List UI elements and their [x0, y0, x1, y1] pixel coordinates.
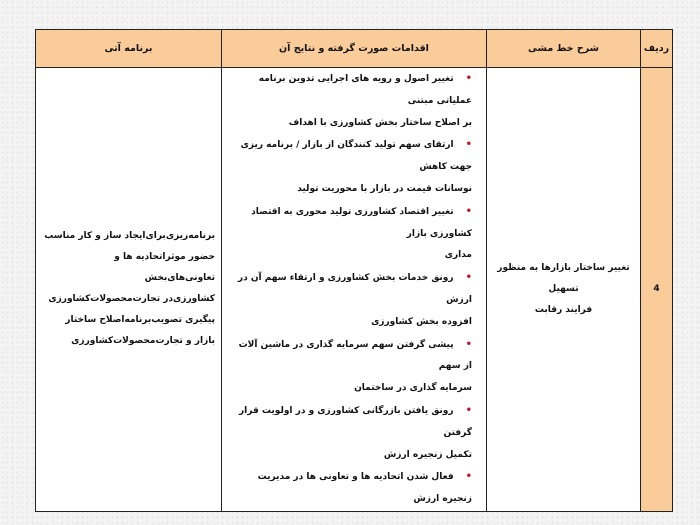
list-item-continuation: تکمیل زنجیره ارزش	[383, 449, 472, 460]
bullet-icon: •	[465, 272, 472, 284]
header-plan: برنامه آتی	[36, 30, 222, 68]
list-item-continuation: بر اصلاح ساختار بخش کشاورزی با اهداف	[288, 117, 472, 128]
actions-list	[230, 68, 472, 511]
plan-line: کشاورزی‌در تجارت‌محصولات‌کشاورزی	[48, 294, 215, 305]
bullet-icon: •	[465, 338, 472, 350]
list-item	[230, 334, 472, 379]
list-item	[230, 400, 472, 445]
list-item-continuation: سرمایه گذاری در ساختمان	[354, 383, 472, 394]
plan-line: برنامه‌ریزی‌برای‌ایجاد ساز و کار مناسب	[44, 231, 215, 242]
action-text: پیشی گرفتن سهم سرمایه گذاری در ماشین آلات از سهم	[238, 339, 472, 372]
list-item	[230, 201, 472, 246]
list-item	[230, 466, 472, 511]
future-plan	[36, 68, 222, 512]
action-text: فعال شدن اتحادیه ها و تعاونی ها در مدیریت زنجیره ارزش	[257, 472, 472, 505]
plan-line: بازار و تجارت‌محصولات‌کشاورزی	[71, 336, 215, 347]
bullet-icon: •	[465, 471, 472, 483]
plan-line: پیگیری تصویب‌برنامه‌اصلاح ساختار	[65, 315, 215, 326]
header-row-number: ردیف	[641, 30, 673, 68]
header-description: شرح خط مشی	[487, 30, 641, 68]
table-row	[36, 68, 673, 512]
description-line: فرایند رقابت	[534, 304, 593, 315]
list-item-continuation: افزوده بخش کشاورزی	[371, 316, 472, 327]
list-item-continuation: نوسانات قیمت در بازار با محوریت تولید	[297, 183, 472, 194]
list-item	[230, 267, 472, 312]
header-actions: اقدامات صورت گرفته و نتایج آن	[222, 30, 487, 68]
list-item	[230, 68, 472, 113]
action-text: تغییر اقتصاد کشاورزی تولید محوری به اقتصاد کشاورزی بازار	[251, 206, 472, 239]
bullet-icon: •	[465, 73, 472, 84]
actions-cell	[222, 68, 487, 512]
action-text: رونق خدمات بخش کشاورزی و ارتقاء سهم آن در ارزش	[237, 273, 472, 305]
plan-text	[44, 226, 215, 352]
list-item-continuation: مداری	[444, 250, 472, 261]
policy-description	[487, 68, 641, 512]
header-row	[36, 30, 673, 68]
bullet-icon: •	[465, 205, 472, 217]
row-number: 4	[641, 68, 673, 512]
action-text: تغییر اصول و رویه های اجرایی تدوین برنامه عملیاتی مبتنی	[258, 74, 472, 106]
action-text: ارتقای سهم تولید کنندگان از بازار / برنامه ریزی جهت کاهش	[240, 140, 472, 173]
action-text: رونق یافتن بازرگانی کشاورزی و در اولویت قرار گرفتن	[239, 405, 472, 438]
plan-line: حضور موثر‌اتحادیه ها و تعاونی‌های‌بخش	[114, 252, 215, 284]
description-line: تغییر ساختار بازارها به منظور تسهیل	[497, 262, 630, 294]
policy-table	[35, 29, 673, 512]
list-item	[230, 134, 472, 179]
bullet-icon: •	[465, 404, 472, 416]
bullet-icon: •	[465, 139, 472, 151]
